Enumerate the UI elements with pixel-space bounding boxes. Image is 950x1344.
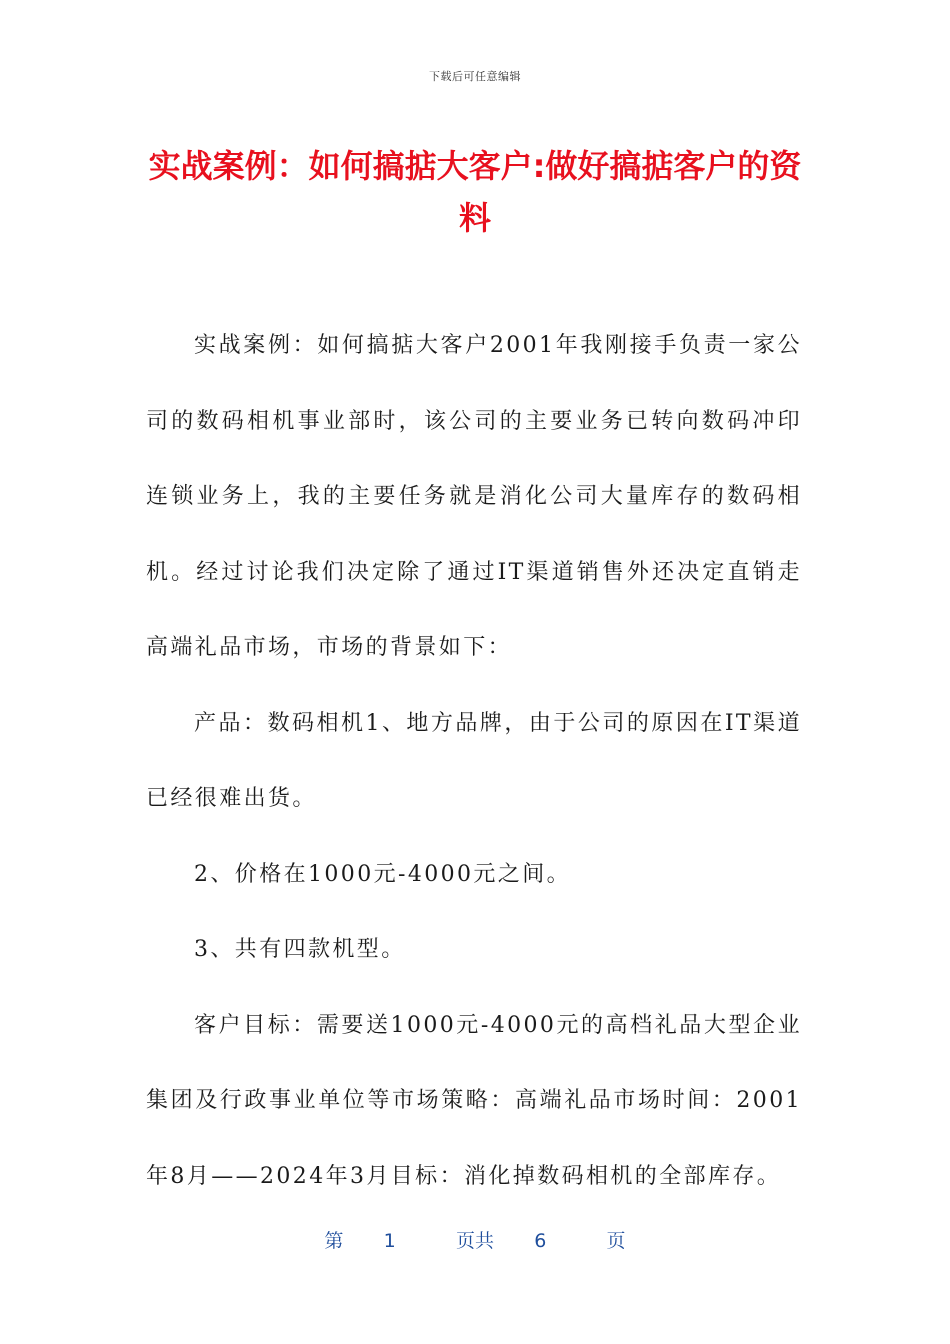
- page-footer: [0, 1226, 950, 1253]
- total-pages-number: 6: [534, 1230, 547, 1252]
- paragraph: 2、价格在1000元-4000元之间。: [194, 861, 572, 887]
- paragraph: 客户目标：需要送1000元-4000元的高档礼品大型企业集团及行政事业单位等市场策略：高端礼品市场时间：2001年8月——2024年3月目标：消化掉数码相机的全部库存。: [146, 1012, 802, 1189]
- page-label-mid: 页共: [455, 1230, 494, 1252]
- current-page-number: 1: [383, 1230, 396, 1252]
- paragraph: 产品：数码相机1、地方品牌，由于公司的原因在IT渠道已经很难出货。: [146, 710, 802, 811]
- page-label-suffix: 页: [606, 1230, 626, 1252]
- header-note: 下载后可任意编辑: [429, 70, 521, 83]
- page-label-prefix: 第: [324, 1230, 344, 1252]
- paragraph: 3、共有四款机型。: [194, 937, 406, 962]
- document-body: [146, 308, 802, 1214]
- paragraph: 实战案例：如何搞掂大客户2001年我刚接手负责一家公司的数码相机事业部时，该公司的主要业务已转向数码冲印连锁业务上，我的主要任务就是消化公司大量库存的数码相机。经过讨论我们决定除了通过IT渠道销售外还决定直销走高端礼品市场，市场的背景如下：: [146, 333, 802, 660]
- document-title: 实战案例：如何搞掂大客户:做好搞掂客户的资料: [148, 147, 802, 237]
